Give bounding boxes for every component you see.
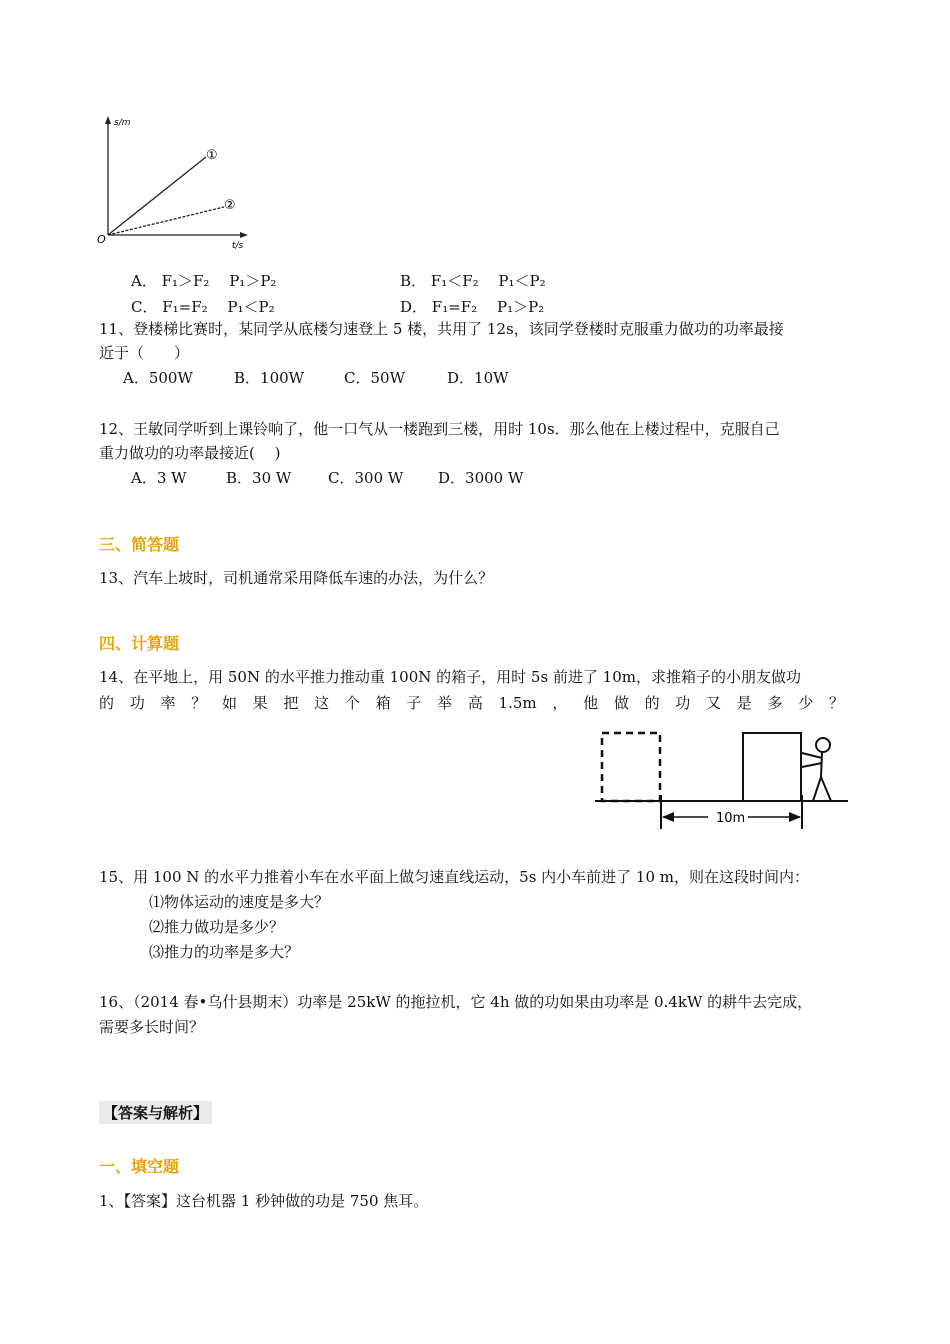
q14-char: 箱 [375, 694, 391, 712]
person-leg-left [813, 777, 821, 801]
person-arm-lower [802, 763, 822, 767]
y-axis-arrow [105, 116, 111, 124]
x-axis-label: t/s [232, 241, 244, 251]
dim-arrow-right [789, 812, 801, 822]
q14-char: 他 [583, 694, 599, 712]
q12-option-c: C．300 W [328, 469, 404, 487]
q14-char: ， [552, 694, 568, 712]
answer-section-tag: 【答案与解析】 [99, 1101, 212, 1124]
dim-arrow-left [662, 812, 674, 822]
q14-char: ？ [191, 694, 207, 712]
q14-char: ？ [828, 694, 844, 712]
q14-char: 1.5m [498, 694, 537, 712]
q14-char: 做 [613, 694, 629, 712]
q14-char: 的 [644, 694, 660, 712]
y-axis-label: s/m [114, 118, 131, 128]
q11-option-a: A．500W [123, 369, 193, 387]
box-start-dashed [602, 733, 660, 801]
q14-char: 高 [467, 694, 483, 712]
q10-graph [96, 110, 256, 255]
q15-line1: 15、用 100 N 的水平力推着小车在水平面上做匀速直线运动，5s 内小车前进了 10 m，则在这段时间内： [99, 868, 810, 886]
line1-label: ① [206, 148, 218, 163]
q15-sub-2: ⑵推力做功是多少？ [149, 918, 285, 936]
q10-option-b: B． F₁＜F₂ P₁＜P₂ [400, 272, 546, 290]
dim-label: 10m [716, 811, 746, 826]
q14-line1: 14、在平地上，用 50N 的水平推力推动重 100N 的箱子，用时 5s 前进了 10m，求推箱子的小朋友做功 [99, 668, 801, 686]
q14-char: 的 [99, 694, 115, 712]
q11-line2: 近于（ ） [99, 344, 190, 362]
origin-label: O [97, 233, 106, 246]
q14-figure [590, 725, 852, 835]
q14-char: 个 [344, 694, 360, 712]
q11-option-c: C．50W [344, 369, 405, 387]
q16-line1: 16、（2014 春•乌什县期末）功率是 25kW 的拖拉机，它 4h 做的功如果由功率是 0.4kW 的耕牛去完成， [99, 993, 813, 1011]
q14-line2 [99, 692, 844, 714]
line2-label: ② [224, 198, 236, 213]
q15-sub-3: ⑶推力的功率是多大？ [149, 943, 300, 961]
q14-char: 把 [283, 694, 299, 712]
q14-char: 子 [406, 694, 422, 712]
q10-option-d: D． F₁=F₂ P₁＞P₂ [400, 298, 545, 316]
person-arm-upper [802, 753, 822, 758]
q14-char: 是 [736, 694, 752, 712]
q12-option-a: A．3 W [131, 469, 187, 487]
q14-char: 果 [252, 694, 268, 712]
q11-line1: 11、登楼梯比赛时，某同学从底楼匀速登上 5 楼，共用了 12s，该同学登楼时克服重力做功的功率最接 [99, 320, 784, 338]
x-axis-arrow [240, 232, 248, 238]
q14-char: 如 [221, 694, 237, 712]
q10-option-a: A． F₁＞F₂ P₁＞P₂ [131, 272, 277, 290]
q12-line1: 12、王敏同学听到上课铃响了，他一口气从一楼跑到三楼，用时 10s．那么他在上楼过程中，克服自己 [99, 420, 780, 438]
answer-1: 1、【答案】这台机器 1 秒钟做的功是 750 焦耳。 [99, 1192, 429, 1210]
q14-char: 多 [767, 694, 783, 712]
person-body [821, 752, 822, 777]
person-leg-right [821, 777, 831, 801]
q10-option-c: C． F₁=F₂ P₁＜P₂ [131, 298, 275, 316]
q12-option-b: B．30 W [226, 469, 292, 487]
q16-line2: 需要多长时间？ [99, 1018, 205, 1036]
answer-section-1-title: 一、填空题 [99, 1157, 180, 1176]
q15-sub-1: ⑴物体运动的速度是多大？ [149, 893, 330, 911]
section-4-title: 四、计算题 [99, 634, 180, 653]
q12-option-d: D．3000 W [438, 469, 524, 487]
q14-char: 又 [706, 694, 722, 712]
q14-char: 功 [675, 694, 691, 712]
q13-text: 13、汽车上坡时，司机通常采用降低车速的办法，为什么？ [99, 569, 494, 587]
q12-line2: 重力做功的功率最接近( ) [99, 444, 281, 462]
person-head [816, 738, 830, 752]
section-3-title: 三、简答题 [99, 535, 180, 554]
q11-option-d: D．10W [447, 369, 509, 387]
box-end [743, 733, 801, 801]
q11-option-b: B．100W [234, 369, 305, 387]
q14-char: 举 [437, 694, 453, 712]
q14-char: 率 [160, 694, 176, 712]
q14-char: 少 [798, 694, 814, 712]
q14-char: 这 [314, 694, 330, 712]
q14-char: 功 [129, 694, 145, 712]
